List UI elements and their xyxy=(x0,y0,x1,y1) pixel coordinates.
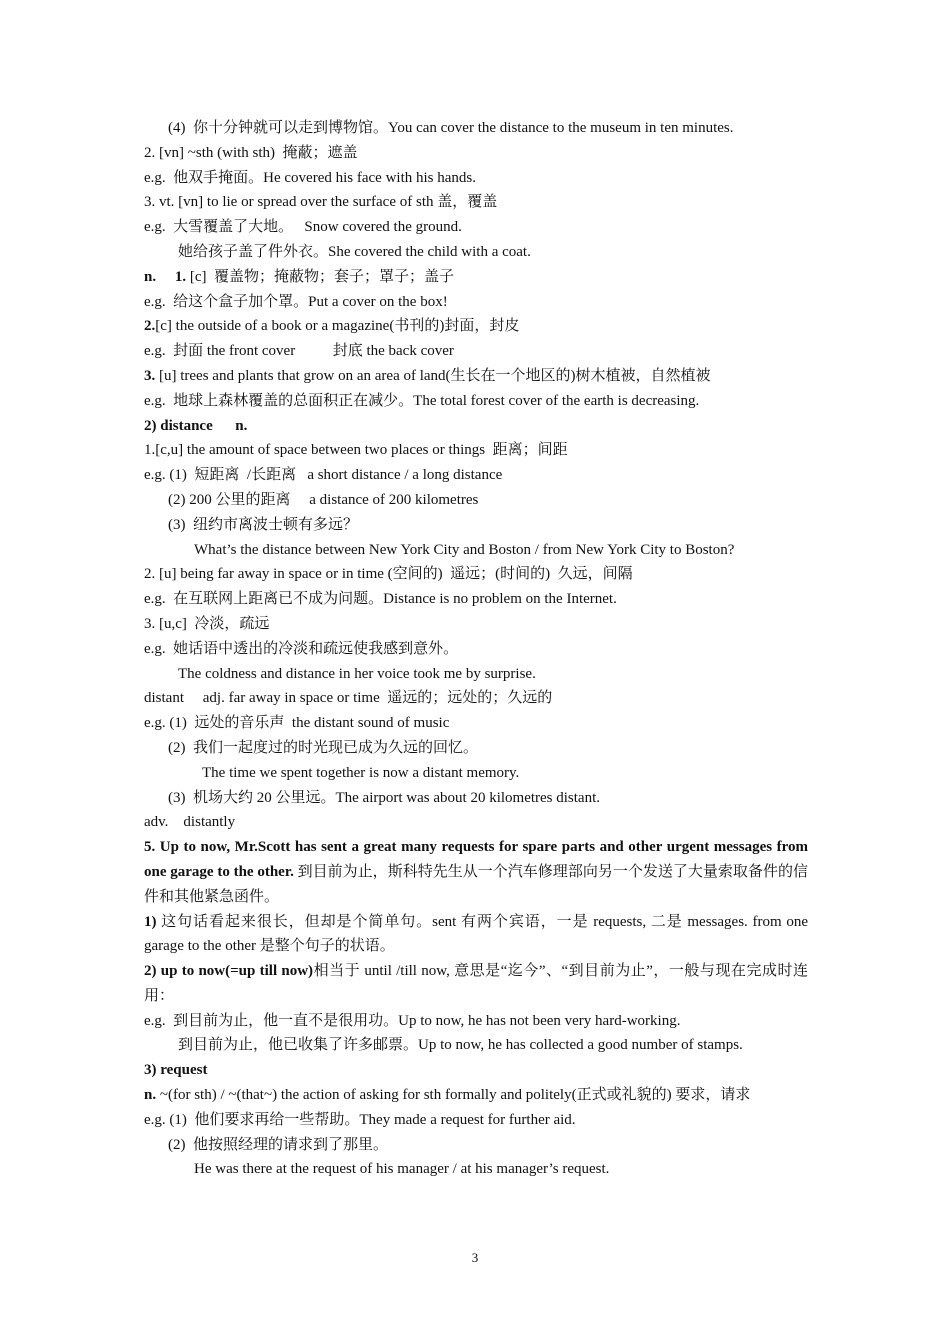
text-line: 2) distance n. xyxy=(144,417,248,434)
text-line: 她给孩子盖了件外衣。She covered the child with a coat. xyxy=(178,243,531,260)
text-line: distant adj. far away in space or time 遥远的；远处的；久远的 xyxy=(144,690,553,707)
text-line: 1.[c,u] the amount of space between two places or things 距离；间距 xyxy=(144,442,568,459)
document-lines-a xyxy=(144,116,808,835)
text-line: e.g. 她话语中透出的冷淡和疏远使我感到意外。 xyxy=(144,640,459,657)
text-line: (2) 他按照经理的请求到了那里。 xyxy=(168,1136,388,1153)
text-line: (4) 你十分钟就可以走到博物馆。You can cover the distance to the museum in ten minutes. xyxy=(168,120,734,136)
text-line: e.g. 封面 the front cover 封底 the back cover xyxy=(144,343,454,360)
line-text: [u] trees and plants that grow on an area of land(生长在一个地区的)树木植被，自然植被 xyxy=(155,367,711,384)
text-line: (2) 我们一起度过的时光现已成为久远的回忆。 xyxy=(168,739,478,756)
text-line: He was there at the request of his manager / at his manager’s request. xyxy=(194,1161,610,1178)
text-line: What’s the distance between New York City and Boston / from New York City to Boston? xyxy=(194,541,735,558)
text-line: The coldness and distance in her voice took me by surprise. xyxy=(178,665,536,682)
note-1-text: 这句话看起来很长，但却是个简单句。sent 有两个宾语，一是 requests, 二是 messages. from one garage to the other 是整个句子的状语。 xyxy=(144,913,808,955)
note-1-label: 1) xyxy=(144,913,157,930)
text-line: e.g. (1) 短距离 /长距离 a short distance / a long distance xyxy=(144,467,503,484)
line-text: [c] 覆盖物；掩蔽物；套子；罩子；盖子 xyxy=(186,268,454,285)
text-line: e.g. (1) 他们要求再给一些帮助。They made a request for further aid. xyxy=(144,1111,576,1128)
document-lines-c xyxy=(144,1108,808,1182)
text-line: e.g. 在互联网上距离已不成为问题。Distance is no problem on the Internet. xyxy=(144,591,617,608)
text-line: 3) request xyxy=(144,1062,208,1079)
text-line xyxy=(144,364,808,389)
text-line: 到目前为止，他已收集了许多邮票。Up to now, he has collected a good number of stamps. xyxy=(178,1037,743,1054)
bold-label: n. 1. xyxy=(144,268,187,285)
line-text: [c] the outside of a book or a magazine(书刊的)封面，封皮 xyxy=(155,318,520,335)
text-line: 2. [vn] ~sth (with sth) 掩蔽；遮盖 xyxy=(144,144,358,161)
text-line xyxy=(144,314,808,339)
sentence-5-translation: 到目前为止，斯科特先生从一个汽车修理部向另一个发送了大量索取备件的信件和其他紧急函件。 xyxy=(144,863,808,905)
text-line: (3) 机场大约 20 公里远。The airport was about 20 kilometres distant. xyxy=(168,789,601,806)
text-line xyxy=(144,265,808,290)
paragraph-note-2 xyxy=(144,959,808,1009)
text-line: e.g. 到目前为止，他一直不是很用功。Up to now, he has not been very hard-working. xyxy=(144,1012,681,1029)
document-lines-b xyxy=(144,1009,808,1083)
document-body xyxy=(144,116,808,1182)
text-line: e.g. 大雪覆盖了大地。 Snow covered the ground. xyxy=(144,219,462,236)
text-line: (2) 200 公里的距离 a distance of 200 kilometres xyxy=(168,491,479,508)
text-line: e.g. (1) 远处的音乐声 the distant sound of music xyxy=(144,715,450,732)
text-line: e.g. 他双手掩面。He covered his face with his hands. xyxy=(144,169,477,186)
sentence-5-english: 5. Up to now, Mr.Scott has sent a great many requests for spare parts and other urgent messages from one garage to the other. xyxy=(144,839,808,880)
text-line: 3. [u,c] 冷淡，疏远 xyxy=(144,615,270,632)
text-line: adv. distantly xyxy=(144,814,236,831)
text-line: e.g. 给这个盒子加个罩。Put a cover on the box! xyxy=(144,293,448,310)
page-number: 3 xyxy=(471,1250,479,1265)
note-2-heading: 2) up to now(=up till now) xyxy=(144,963,314,980)
request-definition-text: ~(for sth) / ~(that~) the action of asking for sth formally and politely(正式或礼貌的) 要求，请求 xyxy=(156,1087,751,1104)
paragraph-sentence-5 xyxy=(144,835,808,909)
text-line: e.g. 地球上森林覆盖的总面积正在减少。The total forest cover of the earth is decreasing. xyxy=(144,392,700,409)
text-line: 2. [u] being far away in space or in time (空间的) 遥远；(时间的) 久远，间隔 xyxy=(144,566,633,583)
text-line: 3. vt. [vn] to lie or spread over the surface of sth 盖，覆盖 xyxy=(144,194,498,211)
bold-label: 2. xyxy=(144,318,156,335)
paragraph-note-1 xyxy=(144,910,808,960)
paragraph-request-definition xyxy=(144,1083,808,1108)
bold-label: 3. xyxy=(144,367,156,384)
text-line: The time we spent together is now a distant memory. xyxy=(202,764,520,781)
note-2-text: 相当于 until /till now, 意思是“迄今”、“到目前为止”，一般与现在完成时连用： xyxy=(144,963,808,1004)
text-line: (3) 纽约市离波士顿有多远？ xyxy=(168,516,358,533)
request-pos-label: n. xyxy=(144,1087,157,1104)
